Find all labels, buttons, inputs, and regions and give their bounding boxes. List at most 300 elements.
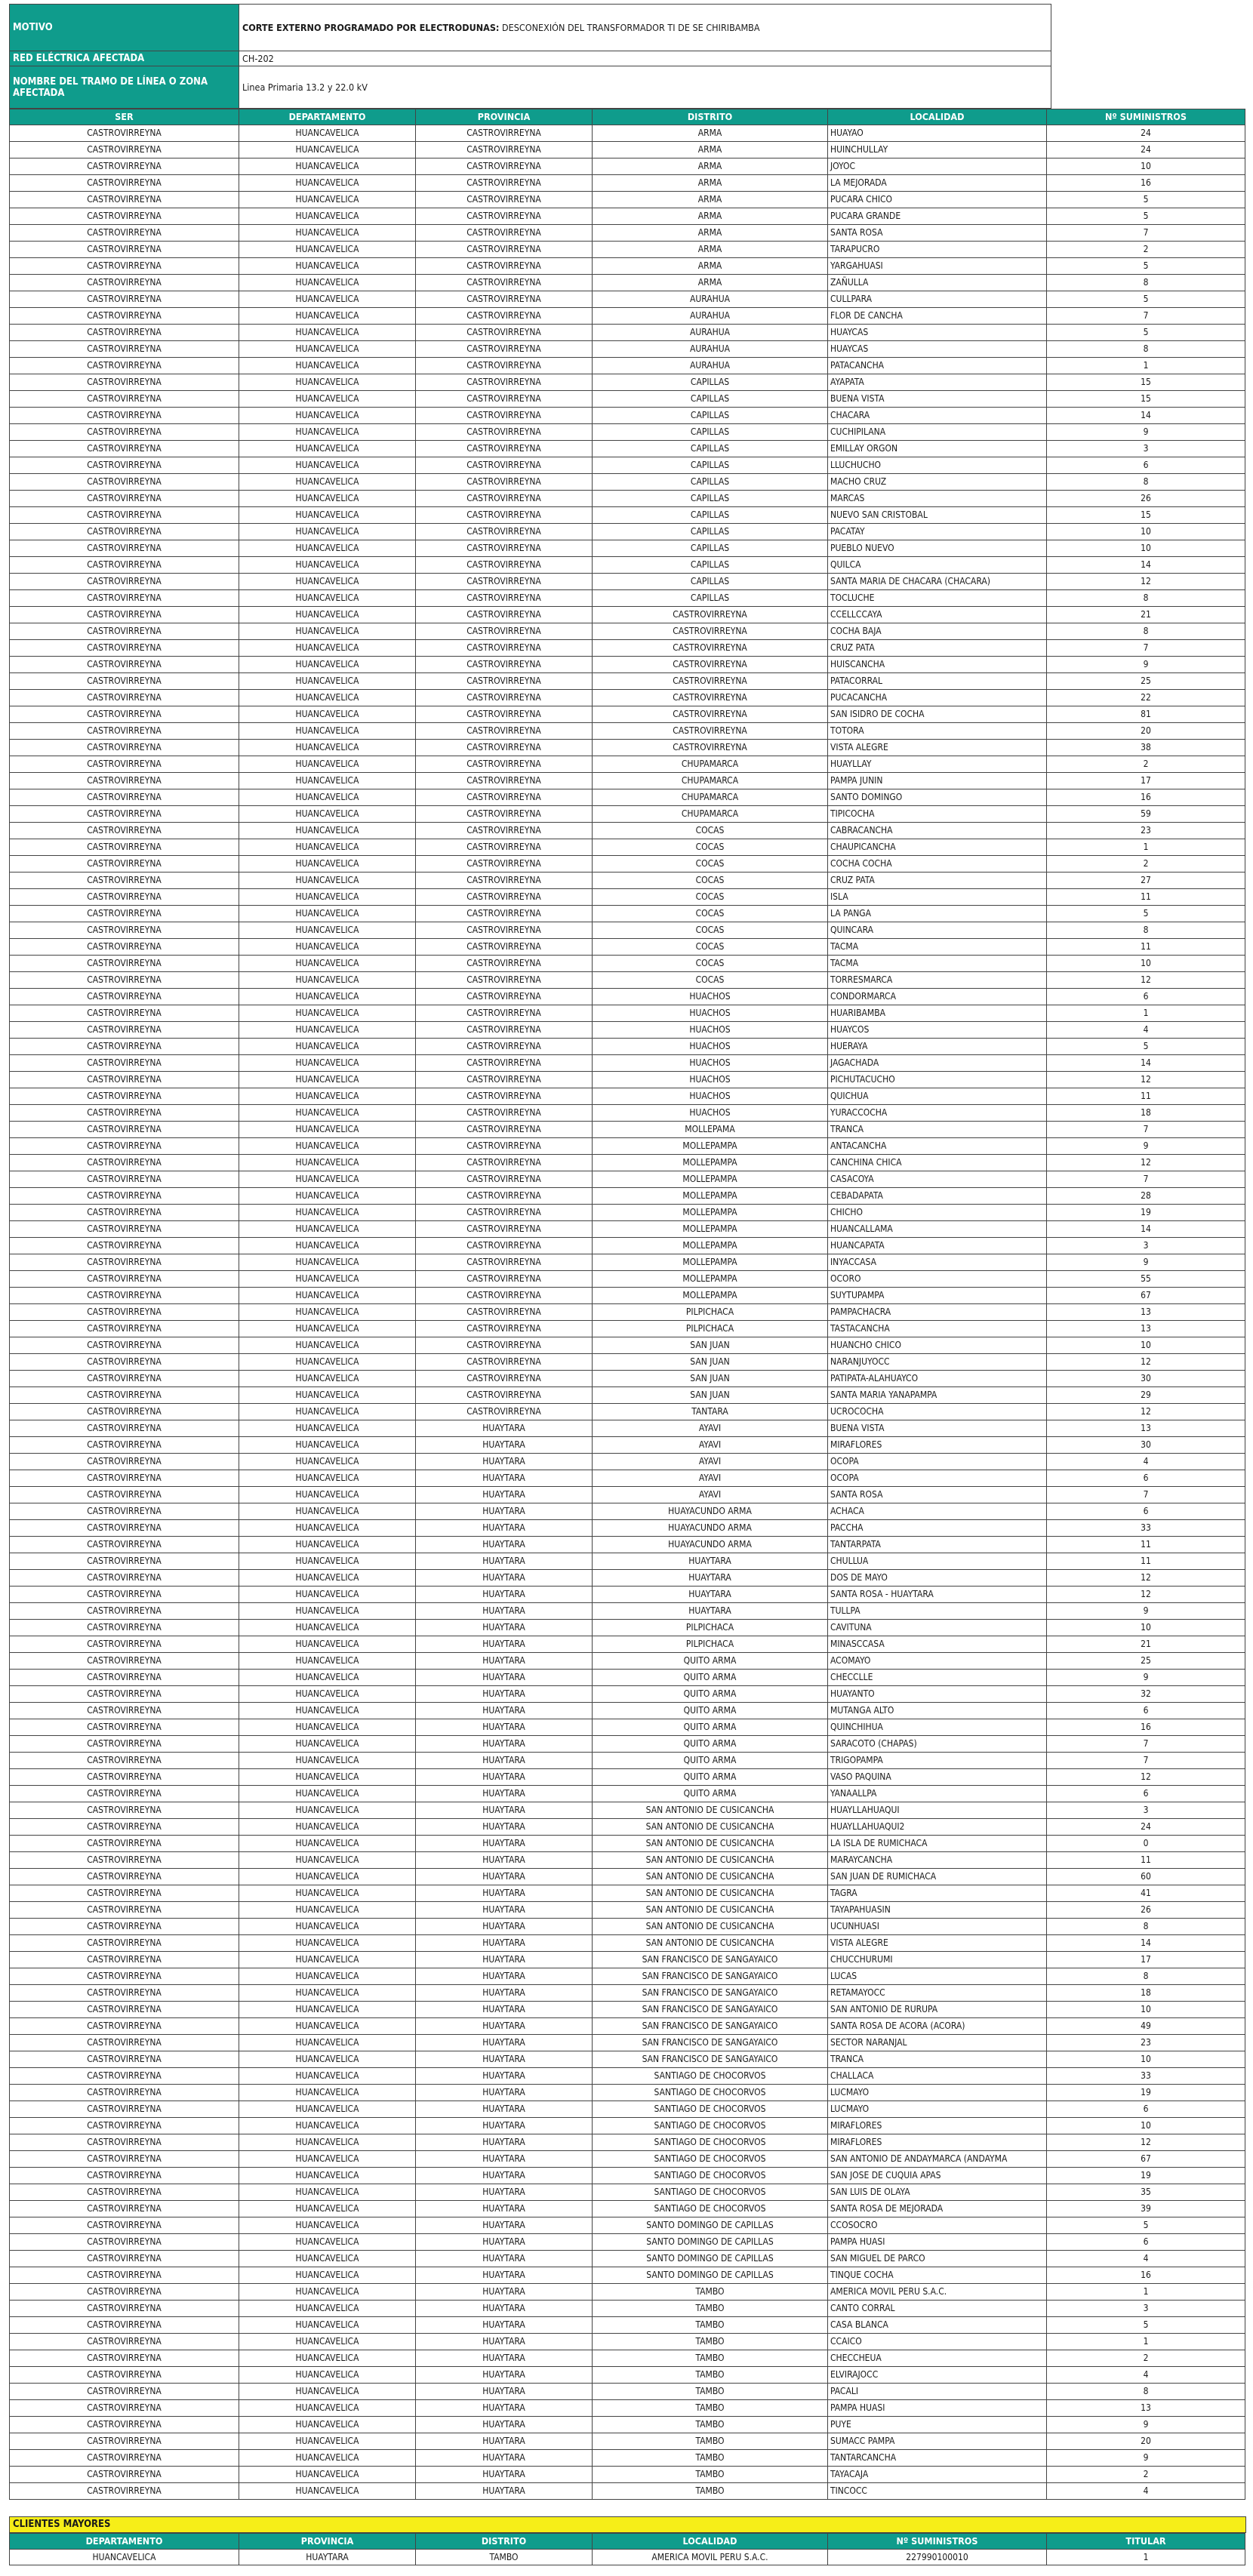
table-cell: CASTROVIRREYNA [416, 175, 593, 192]
table-cell: HUAYTARA [416, 2118, 593, 2134]
table-cell: CASTROVIRREYNA [416, 906, 593, 922]
table-cell: CASTROVIRREYNA [10, 2234, 239, 2251]
table-row [10, 1852, 1245, 1869]
table-cell: ARMA [593, 175, 828, 192]
table-cell: VISTA ALEGRE [828, 1935, 1047, 1952]
table-cell: SANTIAGO DE CHOCORVOS [593, 2134, 828, 2151]
column-header: LOCALIDAD [593, 2534, 828, 2550]
table-cell: HUANCAVELICA [239, 2002, 416, 2018]
table-row [10, 225, 1245, 242]
table-row [10, 158, 1245, 175]
clientes-mayores-table [9, 2533, 1245, 2565]
table-cell: CASTROVIRREYNA [10, 1736, 239, 1753]
table-cell: CASTROVIRREYNA [10, 972, 239, 989]
table-cell: HUAYLLAHUAQUI2 [828, 1819, 1047, 1836]
table-cell: CASTROVIRREYNA [416, 1288, 593, 1304]
table-cell: HUANCAVELICA [239, 2051, 416, 2068]
table-cell: CASTROVIRREYNA [416, 939, 593, 956]
table-cell: SANTA ROSA - HUAYTARA [828, 1587, 1047, 1603]
table-cell: HUAYTARA [416, 1786, 593, 1802]
table-cell: HUACHOS [593, 1022, 828, 1039]
table-cell: HUANCAVELICA [239, 2251, 416, 2267]
table-cell: ARMA [593, 208, 828, 225]
table-cell: HUANCAVELICA [239, 1454, 416, 1470]
table-cell: LUCAS [828, 1968, 1047, 1985]
table-cell: CASTROVIRREYNA [416, 1188, 593, 1205]
table-cell: 23 [1047, 2035, 1245, 2051]
table-cell: AYAVI [593, 1454, 828, 1470]
column-header: DISTRITO [593, 109, 828, 125]
table-cell: CASTROVIRREYNA [10, 2267, 239, 2284]
table-cell: CASTROVIRREYNA [10, 1454, 239, 1470]
table-row [10, 2018, 1245, 2035]
table-cell: 15 [1047, 507, 1245, 524]
table-cell: CASTROVIRREYNA [10, 657, 239, 673]
table-row [10, 1885, 1245, 1902]
table-cell: RETAMAYOCC [828, 1985, 1047, 2002]
table-cell: HUANCAVELICA [239, 2467, 416, 2483]
table-cell: CASTROVIRREYNA [10, 623, 239, 640]
table-cell: TAGRA [828, 1885, 1047, 1902]
table-row [10, 1321, 1245, 1337]
table-cell: TRANCA [828, 2051, 1047, 2068]
table-cell: HUANCAVELICA [239, 1802, 416, 1819]
table-cell: CASTROVIRREYNA [416, 1055, 593, 1072]
table-cell: CASTROVIRREYNA [416, 391, 593, 408]
table-cell: CASTROVIRREYNA [10, 1321, 239, 1337]
table-cell: COCHA BAJA [828, 623, 1047, 640]
table-cell: CASTROVIRREYNA [416, 291, 593, 308]
table-cell: HUAYTARA [416, 2068, 593, 2085]
table-cell: AURAHUA [593, 341, 828, 358]
table-cell: HUANCAVELICA [239, 972, 416, 989]
table-cell: HUAYTARA [593, 1603, 828, 1620]
table-cell: 25 [1047, 673, 1245, 690]
table-cell: SAN JUAN [593, 1387, 828, 1404]
table-cell: CASTROVIRREYNA [10, 2134, 239, 2151]
table-cell: CASTROVIRREYNA [10, 125, 239, 142]
table-cell: CASTROVIRREYNA [10, 2317, 239, 2334]
table-cell: HUISCANCHA [828, 657, 1047, 673]
table-cell: 12 [1047, 2134, 1245, 2151]
table-cell: CASTROVIRREYNA [416, 1122, 593, 1138]
table-cell: HUAYTARA [416, 2301, 593, 2317]
table-cell: TAMBO [593, 2350, 828, 2367]
table-row [10, 773, 1245, 789]
table-row [10, 1553, 1245, 1570]
table-cell: CASTROVIRREYNA [10, 391, 239, 408]
table-cell: PACCHA [828, 1520, 1047, 1537]
table-cell: HUANCAVELICA [239, 1653, 416, 1670]
column-header: DISTRITO [416, 2534, 593, 2550]
table-cell: 11 [1047, 1852, 1245, 1869]
table-cell: CASTROVIRREYNA [10, 2433, 239, 2450]
table-row [10, 740, 1245, 756]
table-row [10, 192, 1245, 208]
table-cell: HUANCAVELICA [239, 2350, 416, 2367]
table-cell: CASTROVIRREYNA [10, 1952, 239, 1968]
table-cell: TAMBO [593, 2467, 828, 2483]
table-cell: CASTROVIRREYNA [10, 1205, 239, 1221]
table-cell: 8 [1047, 922, 1245, 939]
table-cell: VASO PAQUINA [828, 1769, 1047, 1786]
table-cell: HUAYTARA [416, 2168, 593, 2184]
table-cell: HUANCAVELICA [239, 341, 416, 358]
table-cell: SAN ANTONIO DE CUSICANCHA [593, 1852, 828, 1869]
table-cell: HUAYTARA [593, 1553, 828, 1570]
table-cell: 12 [1047, 972, 1245, 989]
table-cell: SAN JUAN [593, 1337, 828, 1354]
table-cell: 5 [1047, 208, 1245, 225]
table-cell: COCAS [593, 939, 828, 956]
table-cell: 11 [1047, 1537, 1245, 1553]
table-cell: HUANCAVELICA [239, 1553, 416, 1570]
table-cell: HUAYTARA [416, 1553, 593, 1570]
table-cell: HUAYTARA [416, 1985, 593, 2002]
table-cell: TAMBO [593, 2433, 828, 2450]
table-cell: HUANCAVELICA [239, 1055, 416, 1072]
table-row [10, 1587, 1245, 1603]
column-header: DEPARTAMENTO [10, 2534, 239, 2550]
table-cell: CASTROVIRREYNA [416, 524, 593, 540]
table-cell: CANTO CORRAL [828, 2301, 1047, 2317]
table-cell: CASTROVIRREYNA [10, 474, 239, 491]
table-cell: CAPILLAS [593, 374, 828, 391]
table-cell: HUANCAVELICA [239, 2085, 416, 2101]
table-cell: CASTROVIRREYNA [416, 806, 593, 823]
table-row [10, 2168, 1245, 2184]
table-cell: CASTROVIRREYNA [10, 1603, 239, 1620]
table-cell: CASTROVIRREYNA [10, 2334, 239, 2350]
column-header: Nº SUMINISTROS [1047, 109, 1245, 125]
table-cell: CASTROVIRREYNA [416, 1039, 593, 1055]
table-cell: LUCMAYO [828, 2085, 1047, 2101]
table-cell: CASTROVIRREYNA [416, 657, 593, 673]
table-cell: 1 [1047, 839, 1245, 856]
table-cell: HUANCALLAMA [828, 1221, 1047, 1238]
table-cell: HUANCAVELICA [239, 2450, 416, 2467]
table-cell: CASTROVIRREYNA [416, 922, 593, 939]
table-cell: MIRAFLORES [828, 1437, 1047, 1454]
table-cell: HUANCAVELICA [239, 574, 416, 590]
table-cell: CASTROVIRREYNA [593, 706, 828, 723]
table-cell: CASTROVIRREYNA [10, 2450, 239, 2467]
table-row [10, 706, 1245, 723]
table-cell: TAMBO [593, 2301, 828, 2317]
table-cell: PACALI [828, 2384, 1047, 2400]
table-cell: CASTROVIRREYNA [10, 640, 239, 657]
table-cell: 4 [1047, 2251, 1245, 2267]
table-cell: HUAYTARA [416, 1603, 593, 1620]
table-cell: CASA BLANCA [828, 2317, 1047, 2334]
table-cell: SANTA ROSA DE ACORA (ACORA) [828, 2018, 1047, 2035]
table-cell: 17 [1047, 1952, 1245, 1968]
table-cell: HUANCAVELICA [239, 740, 416, 756]
table-cell: HUANCAVELICA [239, 1736, 416, 1753]
table-cell: YURACCOCHA [828, 1105, 1047, 1122]
table-cell: SAN MIGUEL DE PARCO [828, 2251, 1047, 2267]
column-header: PROVINCIA [416, 109, 593, 125]
table-cell: COCAS [593, 922, 828, 939]
motivo-value [239, 5, 1051, 51]
table-cell: HUANCAVELICA [239, 2417, 416, 2433]
table-cell: CASTROVIRREYNA [416, 1271, 593, 1288]
table-cell: HUANCAVELICA [239, 1188, 416, 1205]
table-cell: HUANCAVELICA [239, 1105, 416, 1122]
table-row [10, 1503, 1245, 1520]
table-row [10, 889, 1245, 906]
table-cell: HUANCAVELICA [239, 258, 416, 275]
table-cell: HUANCAVELICA [239, 1968, 416, 1985]
table-cell: QUITO ARMA [593, 1786, 828, 1802]
table-row [10, 1039, 1245, 1055]
table-cell: CASTROVIRREYNA [416, 823, 593, 839]
table-cell: ELVIRAJOCC [828, 2367, 1047, 2384]
column-header: SER [10, 109, 239, 125]
table-row [10, 1454, 1245, 1470]
table-cell: TULLPA [828, 1603, 1047, 1620]
table-cell: 19 [1047, 2085, 1245, 2101]
table-cell: CASTROVIRREYNA [10, 1753, 239, 1769]
table-cell: CASTROVIRREYNA [10, 2367, 239, 2384]
table-row [10, 989, 1245, 1005]
table-cell: HUAYCOS [828, 1022, 1047, 1039]
table-cell: HUANCAVELICA [239, 873, 416, 889]
table-cell: SAN LUIS DE OLAYA [828, 2184, 1047, 2201]
table-row [10, 1022, 1245, 1039]
table-cell: CASTROVIRREYNA [10, 2002, 239, 2018]
table-cell: CASTROVIRREYNA [10, 208, 239, 225]
motivo-title: CORTE EXTERNO PROGRAMADO POR ELECTRODUNAS: [242, 22, 500, 33]
table-cell: MOLLEPAMA [593, 1122, 828, 1138]
table-cell: HUANCAVELICA [239, 1753, 416, 1769]
table-cell: HUAYTARA [416, 2284, 593, 2301]
table-cell: HUANCAVELICA [239, 2367, 416, 2384]
table-cell: HUAYTARA [416, 1935, 593, 1952]
table-row [10, 1288, 1245, 1304]
table-cell: LA ISLA DE RUMICHACA [828, 1836, 1047, 1852]
table-cell: SAN JUAN DE RUMICHACA [828, 1869, 1047, 1885]
table-row [10, 1005, 1245, 1022]
table-cell: CASTROVIRREYNA [416, 1072, 593, 1088]
table-row [10, 2433, 1245, 2450]
table-row [10, 2317, 1245, 2334]
table-cell: CASTROVIRREYNA [10, 1520, 239, 1537]
table-cell: 8 [1047, 341, 1245, 358]
table-cell: HUANCAVELICA [239, 242, 416, 258]
table-cell: 10 [1047, 2118, 1245, 2134]
table-cell: TAMBO [593, 2450, 828, 2467]
table-cell: CASTROVIRREYNA [416, 374, 593, 391]
table-cell: SAN FRANCISCO DE SANGAYAICO [593, 1985, 828, 2002]
table-cell: TOCLUCHE [828, 590, 1047, 607]
table-cell: ARMA [593, 192, 828, 208]
table-cell: CASTROVIRREYNA [10, 906, 239, 922]
table-row [10, 457, 1245, 474]
table-cell: HUAYTARA [416, 1686, 593, 1703]
table-cell: CASTROVIRREYNA [10, 1171, 239, 1188]
table-cell: HUAYACUNDO ARMA [593, 1503, 828, 1520]
table-cell: CASTROVIRREYNA [10, 142, 239, 158]
table-cell: 227990100010 [828, 2550, 1047, 2565]
table-cell: HUANCAVELICA [239, 1039, 416, 1055]
table-cell: UCROCOCHA [828, 1404, 1047, 1420]
table-cell: HUACHOS [593, 1105, 828, 1122]
table-cell: CASTROVIRREYNA [10, 1271, 239, 1288]
table-cell: CASTROVIRREYNA [416, 889, 593, 906]
table-cell: HUAYTARA [416, 1487, 593, 1503]
table-cell: CASTROVIRREYNA [10, 1254, 239, 1271]
table-cell: QUINCARA [828, 922, 1047, 939]
table-cell: CASTROVIRREYNA [416, 1088, 593, 1105]
table-cell: HUANCAVELICA [239, 1437, 416, 1454]
table-cell: DOS DE MAYO [828, 1570, 1047, 1587]
table-cell: CASTROVIRREYNA [416, 474, 593, 491]
table-cell: EMILLAY ORGON [828, 441, 1047, 457]
table-cell: HUANCHO CHICO [828, 1337, 1047, 1354]
table-cell: CASTROVIRREYNA [10, 1968, 239, 1985]
table-cell: MIRAFLORES [828, 2118, 1047, 2134]
table-cell: CASTROVIRREYNA [10, 1387, 239, 1404]
table-cell: CASTROVIRREYNA [416, 590, 593, 607]
table-cell: 10 [1047, 2002, 1245, 2018]
table-row [10, 391, 1245, 408]
table-cell: HUANCAVELICA [239, 358, 416, 374]
table-cell: TINQUE COCHA [828, 2267, 1047, 2284]
table-cell: 26 [1047, 1902, 1245, 1919]
table-cell: TAMBO [593, 2367, 828, 2384]
table-cell: HUAYTARA [416, 1454, 593, 1470]
table-cell: CCAICO [828, 2334, 1047, 2350]
table-row [10, 2301, 1245, 2317]
table-cell: CASTROVIRREYNA [10, 839, 239, 856]
table-cell: CASTROVIRREYNA [416, 325, 593, 341]
table-cell: 29 [1047, 1387, 1245, 1404]
table-cell: ZAÑULLA [828, 275, 1047, 291]
table-row [10, 1271, 1245, 1288]
table-row [10, 1603, 1245, 1620]
tramo-value: Linea Primaria 13.2 y 22.0 kV [239, 66, 1051, 109]
table-row [10, 2002, 1245, 2018]
table-row [10, 242, 1245, 258]
table-cell: MOLLEPAMPA [593, 1205, 828, 1221]
table-cell: CASTROVIRREYNA [10, 1670, 239, 1686]
table-cell: CASTROVIRREYNA [10, 789, 239, 806]
table-cell: MOLLEPAMPA [593, 1188, 828, 1205]
table-row [10, 1719, 1245, 1736]
table-cell: HUAYTARA [239, 2550, 416, 2565]
table-cell: HUANCAVELICA [239, 491, 416, 507]
table-cell: CASTROVIRREYNA [10, 1238, 239, 1254]
table-cell: NARANJUYOCC [828, 1354, 1047, 1371]
table-row [10, 1919, 1245, 1935]
table-cell: CASTROVIRREYNA [10, 1188, 239, 1205]
table-cell: SAN FRANCISCO DE SANGAYAICO [593, 2018, 828, 2035]
table-cell: 5 [1047, 192, 1245, 208]
table-cell: HUAYTARA [416, 1802, 593, 1819]
table-cell: HUANCAVELICA [239, 1005, 416, 1022]
table-row [10, 2035, 1245, 2051]
table-cell: HUANCAVELICA [239, 308, 416, 325]
table-cell: CASTROVIRREYNA [10, 1852, 239, 1869]
table-cell: 7 [1047, 1753, 1245, 1769]
table-cell: 30 [1047, 1437, 1245, 1454]
table-cell: YANAALLPA [828, 1786, 1047, 1802]
table-cell: 14 [1047, 1221, 1245, 1238]
table-cell: SAN FRANCISCO DE SANGAYAICO [593, 2051, 828, 2068]
table-cell: HUANCAVELICA [239, 2217, 416, 2234]
table-cell: SAN FRANCISCO DE SANGAYAICO [593, 1952, 828, 1968]
table-cell: CASTROVIRREYNA [10, 823, 239, 839]
table-cell: CASTROVIRREYNA [10, 2151, 239, 2168]
table-cell: 13 [1047, 2400, 1245, 2417]
table-cell: PAMPACHACRA [828, 1304, 1047, 1321]
table-cell: SAN ANTONIO DE ANDAYMARCA (ANDAYMA [828, 2151, 1047, 2168]
table-cell: CASTROVIRREYNA [10, 756, 239, 773]
table-cell: CASTROVIRREYNA [10, 1088, 239, 1105]
table-cell: LLUCHUCHO [828, 457, 1047, 474]
table-row [10, 424, 1245, 441]
table-cell: HUANCAVELICA [239, 2168, 416, 2184]
table-cell: HUANCAVELICA [239, 1636, 416, 1653]
table-cell: HUAYTARA [416, 1869, 593, 1885]
table-cell: CASTROVIRREYNA [10, 2417, 239, 2433]
table-row [10, 1055, 1245, 1072]
table-cell: 1 [1047, 358, 1245, 374]
table-cell: CASTROVIRREYNA [416, 457, 593, 474]
table-row [10, 972, 1245, 989]
table-cell: CRUZ PATA [828, 640, 1047, 657]
table-cell: SANTIAGO DE CHOCORVOS [593, 2201, 828, 2217]
table-cell: CASTROVIRREYNA [10, 1836, 239, 1852]
table-cell: 18 [1047, 1105, 1245, 1122]
table-row [10, 374, 1245, 391]
table-cell: CASTROVIRREYNA [593, 690, 828, 706]
table-cell: HUANCAVELICA [239, 657, 416, 673]
table-cell: 8 [1047, 2384, 1245, 2400]
table-cell: HUANCAVELICA [239, 1304, 416, 1321]
table-cell: CASTROVIRREYNA [593, 607, 828, 623]
table-cell: CHUPAMARCA [593, 756, 828, 773]
table-cell: HUANCAVELICA [239, 956, 416, 972]
table-row [10, 441, 1245, 457]
table-cell: 32 [1047, 1686, 1245, 1703]
table-cell: CASTROVIRREYNA [416, 408, 593, 424]
table-cell: CASTROVIRREYNA [10, 607, 239, 623]
table-cell: HUAYTARA [416, 2350, 593, 2367]
table-cell: 15 [1047, 374, 1245, 391]
table-cell: CASTROVIRREYNA [416, 491, 593, 507]
table-cell: HUANCAVELICA [239, 291, 416, 308]
table-row [10, 2483, 1245, 2500]
table-cell: 8 [1047, 1919, 1245, 1935]
table-cell: 60 [1047, 1869, 1245, 1885]
table-cell: 21 [1047, 607, 1245, 623]
table-cell: CASTROVIRREYNA [10, 1437, 239, 1454]
table-cell: CASTROVIRREYNA [416, 789, 593, 806]
table-cell: CASTROVIRREYNA [10, 1371, 239, 1387]
table-cell: HUARIBAMBA [828, 1005, 1047, 1022]
table-cell: QUITO ARMA [593, 1703, 828, 1719]
table-cell: 2 [1047, 2350, 1245, 2367]
table-cell: 7 [1047, 1122, 1245, 1138]
table-row [10, 1620, 1245, 1636]
table-cell: TAMBO [593, 2483, 828, 2500]
table-cell: HUAYTARA [416, 1719, 593, 1736]
table-cell: HUANCAVELICA [239, 1387, 416, 1404]
table-cell: SAN JOSE DE CUQUIA APAS [828, 2168, 1047, 2184]
table-cell: HUANCAVELICA [239, 2284, 416, 2301]
